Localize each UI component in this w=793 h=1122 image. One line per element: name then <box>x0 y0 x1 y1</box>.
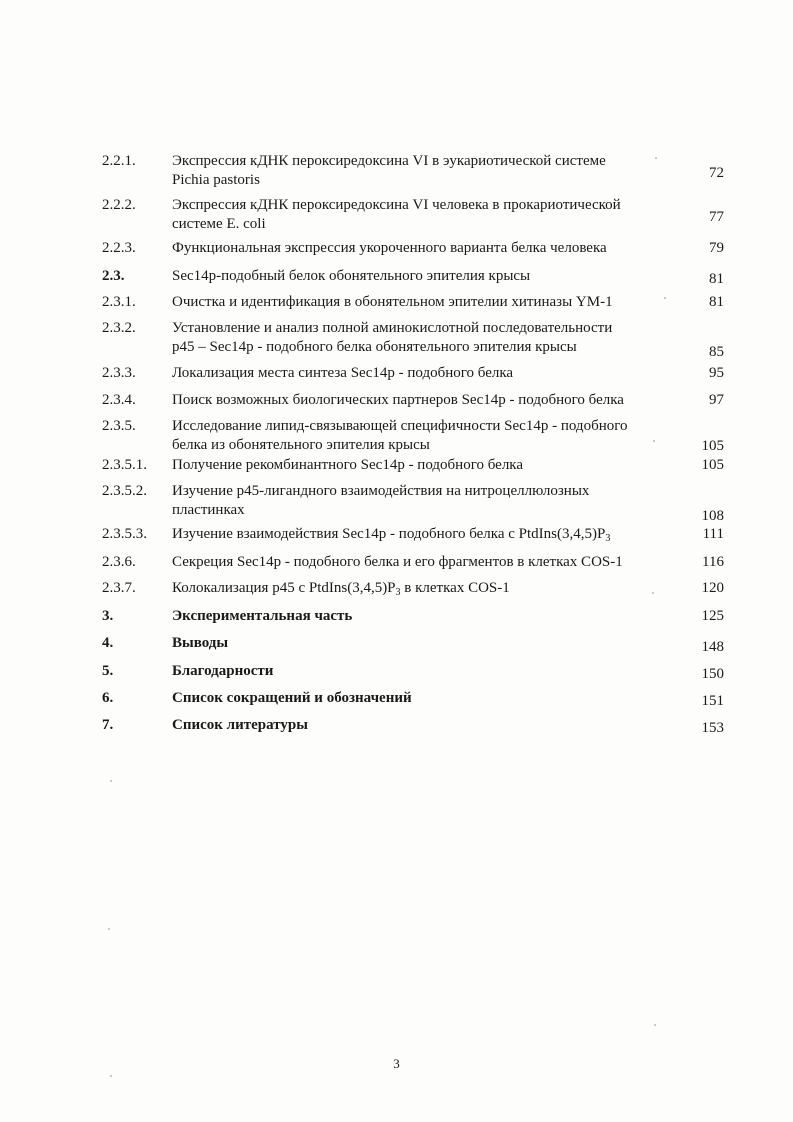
subscript: 3 <box>605 533 611 544</box>
scan-speck <box>654 1024 656 1026</box>
toc-entry-number: 7. <box>102 717 114 733</box>
toc-entry-number: 2.3.7. <box>102 580 136 596</box>
toc-entry-title-text: Колокализация p45 с PtdIns(3,4,5)P <box>172 580 396 596</box>
toc-entry-page: 116 <box>702 554 724 570</box>
toc-entry-title-line2: пластинках <box>172 502 245 518</box>
toc-entry-title <box>172 482 672 520</box>
toc-entry-number: 2.3.1. <box>102 294 136 310</box>
toc-entry-number: 2.3.3. <box>102 365 136 381</box>
toc-entry-title: Локализация места синтеза Sec14p - подобного белка <box>172 365 514 381</box>
toc-entry-page: 77 <box>709 209 724 225</box>
toc-entry-page: 85 <box>709 344 724 360</box>
toc-entry-title: Получение рекомбинантного Sec14p - подобного белка <box>172 457 524 473</box>
toc-entry-title-line1: Исследование липид-связывающей специфичности Sec14p - подобного <box>172 418 628 434</box>
toc-entry-title <box>172 417 672 455</box>
toc-entry-page: 120 <box>701 580 724 596</box>
toc-entry-page: 105 <box>701 457 724 473</box>
toc-entry-number: 4. <box>102 635 114 651</box>
toc-entry-title: Поиск возможных биологических партнеров Sec14p - подобного белка <box>172 392 624 408</box>
toc-entry-title: Выводы <box>172 635 229 651</box>
toc-entry-page: 125 <box>701 608 724 624</box>
toc-entry-page: 72 <box>709 165 724 181</box>
toc-entry-number: 2.3. <box>102 268 125 284</box>
toc-entry-number: 2.3.6. <box>102 554 136 570</box>
toc-entry-title: Sec14p-подобный белок обонятельного эпителия крысы <box>172 268 531 284</box>
subscript: 3 <box>395 587 401 598</box>
toc-entry-page: 148 <box>701 639 724 655</box>
scan-speck <box>110 1075 112 1077</box>
scan-speck <box>655 157 657 159</box>
scan-speck <box>110 780 112 782</box>
page-number: 3 <box>393 1056 400 1071</box>
toc-entry-title: Список литературы <box>172 717 308 733</box>
toc-entry-number: 5. <box>102 663 114 679</box>
toc-entry-page: 97 <box>709 392 724 408</box>
toc-entry-number: 2.2.1. <box>102 153 136 169</box>
toc-entry-title-line2: p45 – Sec14p - подобного белка обонятельного эпителия крысы <box>172 339 577 355</box>
toc-entry-page: 153 <box>701 720 724 736</box>
toc-entry-title <box>172 196 672 234</box>
toc-entry-title-line1: Экспрессия кДНК пероксиредоксина VI в эукариотической системе <box>172 153 606 169</box>
toc-entry-number: 2.3.5.1. <box>102 457 147 473</box>
toc-entry-title: Экспериментальная часть <box>172 608 353 624</box>
scan-speck <box>108 928 110 930</box>
toc-entry-number: 6. <box>102 690 114 706</box>
toc-entry-title-text: Изучение взаимодействия Sec14p - подобного белка с PtdIns(3,4,5)P <box>172 526 606 542</box>
toc-entry-number: 2.3.5.3. <box>102 526 147 542</box>
toc-entry-number: 2.2.2. <box>102 197 136 213</box>
toc-entry-number: 2.3.2. <box>102 320 136 336</box>
toc-entry-title <box>172 319 672 357</box>
toc-entry-page: 150 <box>701 666 724 682</box>
toc-entry-page: 111 <box>702 526 724 542</box>
toc-entry-number: 2.3.5.2. <box>102 483 147 499</box>
toc-entry-number: 3. <box>102 608 114 624</box>
toc-entry-number: 2.2.3. <box>102 240 136 256</box>
toc-entry-title <box>172 579 672 598</box>
toc-entry-title <box>172 152 672 190</box>
toc-entry-page: 81 <box>709 294 724 310</box>
scan-speck <box>664 297 666 299</box>
toc-entry-title: Очистка и идентификация в обонятельном эпителии хитиназы YM-1 <box>172 294 613 310</box>
toc-entry-title-line2: Pichia pastoris <box>172 172 260 188</box>
toc-entry-title: Список сокращений и обозначений <box>172 690 412 706</box>
toc-entry-page: 151 <box>701 693 724 709</box>
toc-entry-title-line2: белка из обонятельного эпителия крысы <box>172 437 430 453</box>
toc-entry-title: Функциональная экспрессия укороченного варианта белка человека <box>172 240 607 256</box>
scan-speck <box>653 440 655 442</box>
toc-entry-title: Секреция Sec14p - подобного белка и его фрагментов в клетках COS-1 <box>172 554 623 570</box>
toc-entry-number: 2.3.4. <box>102 392 136 408</box>
toc-entry-page: 81 <box>709 271 724 287</box>
toc-entry-title-line2: системе E. coli <box>172 216 266 232</box>
toc-entry-page: 95 <box>709 365 724 381</box>
toc-entry-title: Благодарности <box>172 663 274 679</box>
toc-entry-page: 105 <box>701 438 724 454</box>
toc-entry-title-line1: Экспрессия кДНК пероксиредоксина VI человека в прокариотической <box>172 197 621 213</box>
toc-entry-title-line1: Изучение р45-лигандного взаимодействия на нитроцеллюлозных <box>172 483 590 499</box>
scan-speck <box>652 592 654 594</box>
toc-entry-page: 79 <box>709 240 724 256</box>
toc-entry-title-text-end: в клетках COS-1 <box>400 580 510 596</box>
toc-entry-page: 108 <box>701 508 724 524</box>
toc-entry-number: 2.3.5. <box>102 418 136 434</box>
toc-entry-title-line1: Установление и анализ полной аминокислотной последовательности <box>172 320 613 336</box>
toc-entry-title <box>172 525 672 544</box>
